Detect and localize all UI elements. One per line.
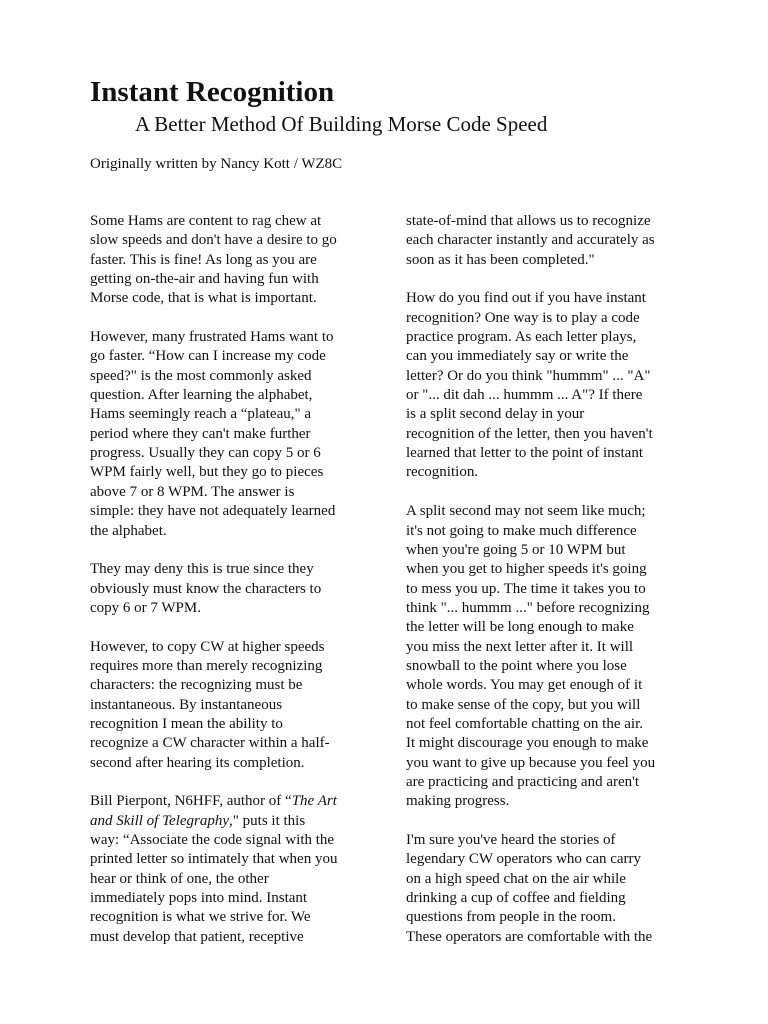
text-line: the letter will be long enough to make <box>406 619 634 636</box>
text-line: way: “Associate the code signal with the <box>90 832 335 848</box>
author-byline: Originally written by Nancy Kott / WZ8C <box>90 156 343 172</box>
text-line: on a high speed chat on the air while <box>406 870 626 887</box>
text-line: learned that letter to the point of instant <box>406 445 644 462</box>
text-line: state-of-mind that allows us to recognize <box>406 213 651 229</box>
text-line: you miss the next letter after it. It will <box>406 638 634 655</box>
quote-lines <box>90 831 380 947</box>
paragraph <box>90 638 380 773</box>
text-line: snowball to the point where you lose <box>406 657 627 674</box>
left-column <box>90 212 380 966</box>
text-line: think "... hummm ..." before recognizing <box>406 599 650 616</box>
paragraph <box>406 831 696 947</box>
text-line: How do you find out if you have instant <box>406 290 646 307</box>
text-line: faster. This is fine! As long as you are <box>90 251 317 268</box>
text-line: or "... dit dah ... hummm ... A"? If there <box>406 387 643 404</box>
text-line: making progress. <box>406 793 510 810</box>
text-line: immediately pops into mind. Instant <box>90 890 308 907</box>
text-line: instantaneous. By instantaneous <box>90 696 283 713</box>
text-line: must develop that patient, receptive <box>90 928 304 945</box>
text-run: ," puts it this <box>229 812 306 829</box>
text-line: recognize a CW character within a half- <box>90 735 330 752</box>
text-line: recognition? One way is to play a code <box>406 309 640 326</box>
text-line: each character instantly and accurately as <box>406 232 655 249</box>
text-line: recognition. <box>406 464 479 481</box>
text-line: not feel comfortable chatting on the air. <box>406 715 643 732</box>
right-column <box>406 212 696 966</box>
text-line: Morse code, that is what is important. <box>90 290 317 307</box>
text-line: copy 6 or 7 WPM. <box>90 599 201 616</box>
book-title-italic: The Art <box>291 793 337 810</box>
text-line: speed?" is the most commonly asked <box>90 367 312 384</box>
text-line: A split second may not seem like much; <box>406 503 646 520</box>
text-line: you want to give up because you feel you <box>406 754 656 771</box>
page-subtitle: A Better Method Of Building Morse Code Speed <box>135 112 548 136</box>
text-line: when you're going 5 or 10 WPM but <box>406 541 626 558</box>
text-line: is a split second delay in your <box>406 406 585 423</box>
paragraph <box>90 328 380 541</box>
text-line: above 7 or 8 WPM. The answer is <box>90 483 295 500</box>
text-line: period where they can't make further <box>90 425 311 442</box>
text-line: can you immediately say or write the <box>406 348 629 365</box>
text-line: drinking a cup of coffee and fielding <box>406 890 626 907</box>
paragraph-quote-intro <box>90 792 380 947</box>
text-line: printed letter so intimately that when you <box>90 851 338 868</box>
text-line <box>90 812 380 831</box>
text-line: slow speeds and don't have a desire to go <box>90 232 337 249</box>
text-line: go faster. “How can I increase my code <box>90 348 326 365</box>
text-line: are practicing and practicing and aren't <box>406 773 639 790</box>
text-line: whole words. You may get enough of it <box>406 677 643 694</box>
text-line: to make sense of the copy, but you will <box>406 696 641 713</box>
text-line: However, many frustrated Hams want to <box>90 329 334 346</box>
paragraph <box>406 212 696 270</box>
text-line: requires more than merely recognizing <box>90 657 323 674</box>
text-line: However, to copy CW at higher speeds <box>90 638 325 655</box>
paragraph <box>90 560 380 618</box>
text-line: Hams seemingly reach a “plateau," a <box>90 406 312 423</box>
text-line: second after hearing its completion. <box>90 754 305 771</box>
paragraph <box>406 289 696 482</box>
text-line: it's not going to make much difference <box>406 522 637 539</box>
text-line: simple: they have not adequately learned <box>90 503 336 520</box>
text-line: These operators are comfortable with the <box>406 928 653 945</box>
book-title-italic: and Skill of Telegraphy <box>90 812 230 829</box>
text-line: recognition of the letter, then you haven't <box>406 425 653 442</box>
paragraph <box>406 502 696 812</box>
text-line: the alphabet. <box>90 522 167 539</box>
text-line: practice program. As each letter plays, <box>406 329 637 346</box>
paragraph <box>90 212 380 309</box>
text-line: questions from people in the room. <box>406 909 616 926</box>
text-line <box>90 792 380 811</box>
text-line: question. After learning the alphabet, <box>90 387 313 404</box>
text-line: when you get to higher speeds it's going <box>406 561 647 578</box>
text-line: getting on-the-air and having fun with <box>90 271 319 288</box>
text-line: WPM fairly well, but they go to pieces <box>90 464 324 481</box>
text-line: recognition I mean the ability to <box>90 715 283 732</box>
text-line: It might discourage you enough to make <box>406 735 649 752</box>
text-line: Some Hams are content to rag chew at <box>90 213 322 229</box>
text-line: recognition is what we strive for. We <box>90 909 311 926</box>
text-line: soon as it has been completed." <box>406 251 595 268</box>
text-line: legendary CW operators who can carry <box>406 851 642 868</box>
page-title: Instant Recognition <box>90 76 335 108</box>
text-line: They may deny this is true since they <box>90 561 314 578</box>
text-line: obviously must know the characters to <box>90 580 322 597</box>
text-line: letter? Or do you think "hummm" ... "A" <box>406 367 651 384</box>
text-line: hear or think of one, the other <box>90 870 269 887</box>
text-run: Bill Pierpont, N6HFF, author of “ <box>90 793 292 810</box>
text-line: to mess you up. The time it takes you to <box>406 580 646 597</box>
text-line: I'm sure you've heard the stories of <box>406 832 616 848</box>
text-line: progress. Usually they can copy 5 or 6 <box>90 445 321 462</box>
text-line: characters: the recognizing must be <box>90 677 303 694</box>
